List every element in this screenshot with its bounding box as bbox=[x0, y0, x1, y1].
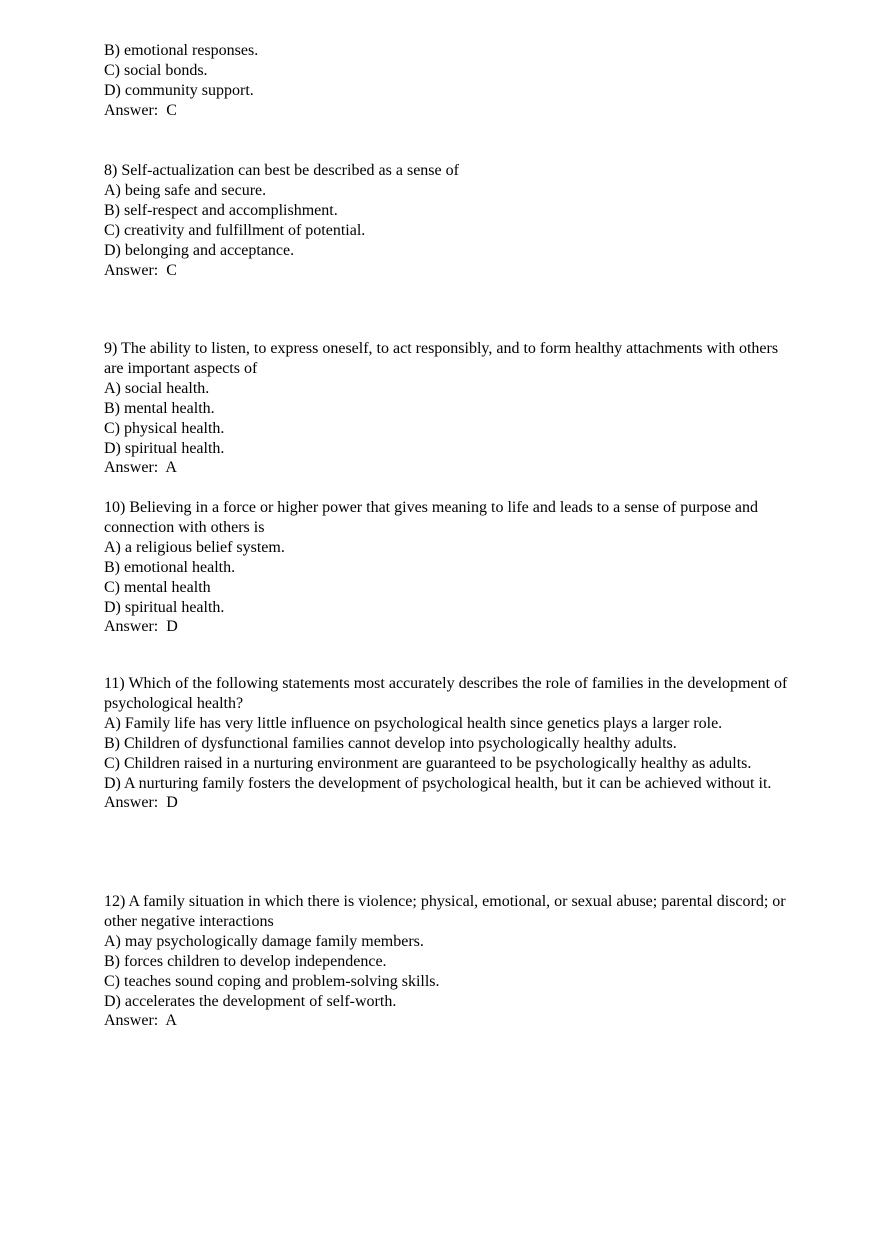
option-b: B) mental health. bbox=[104, 399, 215, 417]
question-stem: 9) The ability to listen, to express oneself, to act responsibly, and to form healthy attachments with others are important aspects of bbox=[104, 340, 779, 377]
option-d: D) accelerates the development of self-worth. bbox=[104, 992, 397, 1010]
answer: Answer: D bbox=[104, 618, 178, 636]
option-b: B) emotional health. bbox=[104, 558, 236, 576]
question-12 bbox=[104, 892, 794, 1031]
option-d: D) spiritual health. bbox=[104, 439, 225, 457]
option-b: B) Children of dysfunctional families cannot develop into psychologically healthy adults. bbox=[104, 734, 677, 752]
question-stem: 10) Believing in a force or higher power that gives meaning to life and leads to a sense of purpose and connection with others is bbox=[104, 499, 759, 536]
question-9 bbox=[104, 339, 794, 478]
option-c: C) Children raised in a nurturing environment are guaranteed to be psychologically healthy as adults. bbox=[104, 754, 752, 772]
question-stem: 12) A family situation in which there is violence; physical, emotional, or sexual abuse; parental discord; or other negative interactions bbox=[104, 893, 786, 930]
answer: Answer: A bbox=[104, 1012, 177, 1030]
answer: Answer: C bbox=[104, 261, 177, 279]
option-b: B) emotional responses. bbox=[104, 42, 259, 59]
option-d: D) spiritual health. bbox=[104, 598, 225, 616]
option-a: A) a religious belief system. bbox=[104, 538, 285, 556]
option-c: C) mental health bbox=[104, 578, 211, 596]
question-stem: 11) Which of the following statements most accurately describes the role of families in the development of psychological health? bbox=[104, 675, 788, 712]
question-8 bbox=[104, 161, 794, 280]
option-a: A) Family life has very little influence on psychological health since genetics plays a larger role. bbox=[104, 714, 723, 732]
option-d: D) A nurturing family fosters the development of psychological health, but it can be achieved without it. bbox=[104, 774, 772, 792]
answer: Answer: A bbox=[104, 459, 177, 477]
option-d: D) belonging and acceptance. bbox=[104, 241, 295, 259]
option-b: B) self-respect and accomplishment. bbox=[104, 201, 338, 219]
option-c: C) teaches sound coping and problem-solving skills. bbox=[104, 972, 440, 990]
option-c: C) physical health. bbox=[104, 419, 225, 437]
option-a: A) may psychologically damage family members. bbox=[104, 932, 424, 950]
answer: Answer: C bbox=[104, 101, 177, 119]
option-c: C) creativity and fulfillment of potential. bbox=[104, 221, 366, 239]
option-b: B) forces children to develop independence. bbox=[104, 952, 387, 970]
option-d: D) community support. bbox=[104, 81, 254, 99]
question-stem: 8) Self-actualization can best be described as a sense of bbox=[104, 162, 459, 179]
option-a: A) being safe and secure. bbox=[104, 181, 267, 199]
option-a: A) social health. bbox=[104, 379, 210, 397]
question-7-continued bbox=[104, 41, 794, 121]
answer: Answer: D bbox=[104, 794, 178, 812]
option-c: C) social bonds. bbox=[104, 61, 208, 79]
question-10 bbox=[104, 498, 794, 637]
question-11 bbox=[104, 674, 794, 813]
